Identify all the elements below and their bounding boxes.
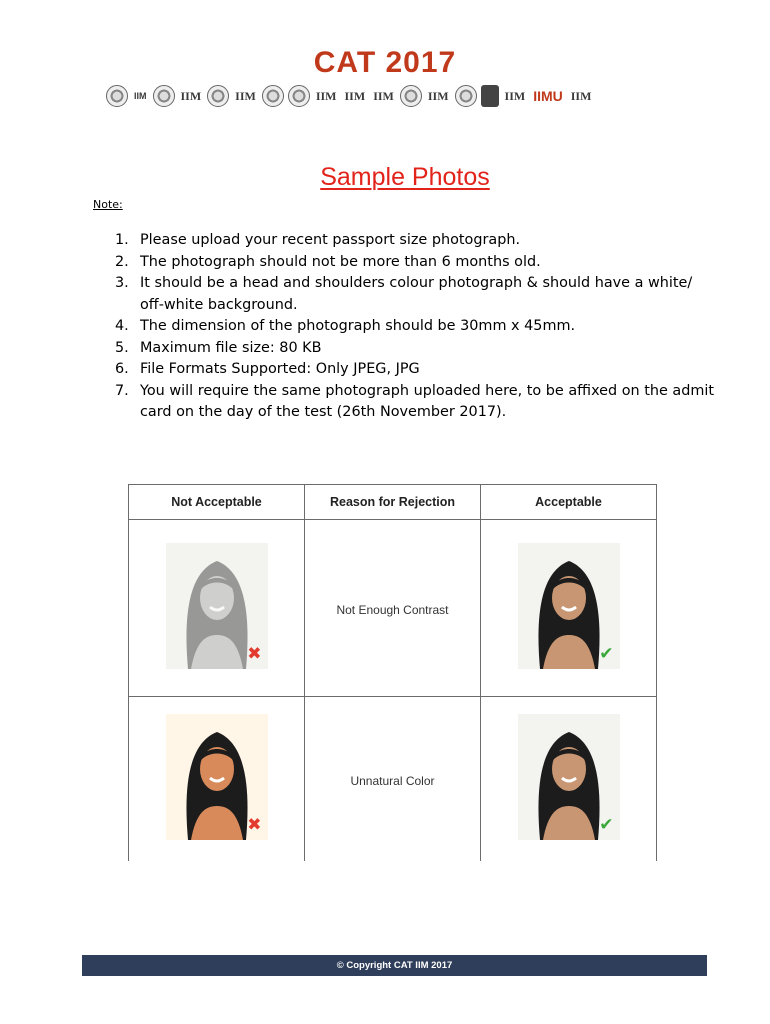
list-item bbox=[115, 252, 715, 274]
low-contrast-sample-photo bbox=[166, 543, 268, 669]
accept-check-icon: ✔ bbox=[599, 815, 614, 835]
iim-bangalore-icon: IIM bbox=[180, 88, 202, 103]
list-number: 1. bbox=[115, 232, 129, 248]
iim-shillong-icon: IIM bbox=[427, 88, 449, 103]
rejection-reason: Unnatural Color bbox=[350, 773, 435, 788]
list-number: 3. bbox=[115, 275, 129, 291]
reason-cell bbox=[305, 520, 481, 697]
note-label: Note: bbox=[93, 198, 123, 211]
acceptable-sample-photo bbox=[518, 543, 620, 669]
iim-rohtak-icon bbox=[400, 85, 422, 107]
iim-emblem-icon bbox=[106, 85, 128, 107]
rejection-reason: Not Enough Contrast bbox=[336, 602, 449, 617]
copyright-footer: © Copyright CAT IIM 2017 bbox=[82, 955, 707, 976]
iim-tiruchirappalli-icon bbox=[455, 85, 477, 107]
iim-visakhapatnam-icon: IIMU bbox=[533, 88, 563, 104]
header-acceptable: Acceptable bbox=[481, 485, 657, 520]
list-item-text: It should be a head and shoulders colour photograph & should have a white/ off-white background. bbox=[140, 275, 693, 313]
iim-indore-icon bbox=[288, 85, 310, 107]
iim-sirmaur-icon: IIM bbox=[504, 88, 526, 103]
list-number: 6. bbox=[115, 361, 129, 377]
sample-photos-table bbox=[128, 484, 657, 861]
iim-logos-strip bbox=[106, 82, 666, 110]
acceptable-sample-photo bbox=[518, 714, 620, 840]
not-acceptable-cell bbox=[129, 697, 305, 862]
reject-cross-icon: ✖ bbox=[247, 644, 262, 664]
header-not-acceptable: Not Acceptable bbox=[129, 485, 305, 520]
iim-lucknow-icon: IIM bbox=[134, 91, 147, 101]
list-item bbox=[115, 359, 715, 381]
iim-nagpur-icon: IIM bbox=[315, 88, 337, 103]
iim-calcutta-icon bbox=[207, 85, 229, 107]
list-number: 7. bbox=[115, 382, 129, 399]
iim-raipur-icon: IIM bbox=[344, 88, 366, 103]
iim-jammu-icon: IIM bbox=[235, 88, 256, 103]
list-item-text: You will require the same photograph uploaded here, to be affixed on the admit card on the day of the test (26th November 2017). bbox=[140, 382, 715, 420]
table-row bbox=[129, 697, 657, 862]
list-item bbox=[115, 316, 715, 338]
iim-udaipur-icon bbox=[481, 85, 499, 107]
accept-check-icon: ✔ bbox=[599, 644, 614, 664]
list-item bbox=[115, 230, 715, 252]
reason-cell bbox=[305, 697, 481, 862]
list-number: 5. bbox=[115, 339, 129, 356]
instructions-list bbox=[115, 230, 715, 424]
acceptable-cell bbox=[481, 520, 657, 697]
list-item-text: Maximum file size: 80 KB bbox=[140, 339, 322, 356]
list-item bbox=[115, 338, 715, 360]
list-number: 4. bbox=[115, 318, 129, 334]
list-number: 2. bbox=[115, 253, 129, 270]
list-item-text: The photograph should not be more than 6 months old. bbox=[140, 253, 541, 270]
list-item-text: The dimension of the photograph should be 30mm x 45mm. bbox=[140, 318, 576, 334]
iim-ranchi-icon: IIM bbox=[373, 88, 394, 103]
header-reason: Reason for Rejection bbox=[305, 485, 481, 520]
table-header-row bbox=[129, 485, 657, 520]
list-item-text: File Formats Supported: Only JPEG, JPG bbox=[140, 361, 420, 377]
not-acceptable-cell bbox=[129, 520, 305, 697]
iim-kozhikode-icon bbox=[262, 85, 284, 107]
list-item bbox=[115, 381, 715, 424]
list-item-text: Please upload your recent passport size photograph. bbox=[140, 232, 521, 248]
iim-ahmedabad-icon bbox=[153, 85, 175, 107]
unnatural-color-sample-photo bbox=[166, 714, 268, 840]
reject-cross-icon: ✖ bbox=[247, 815, 262, 835]
list-item bbox=[115, 273, 715, 316]
table-row bbox=[129, 520, 657, 697]
acceptable-cell bbox=[481, 697, 657, 862]
cat-2017-logo-title: CAT 2017 bbox=[313, 46, 457, 79]
page-title: Sample Photos bbox=[320, 163, 490, 191]
iim-amritsar-icon: IIM bbox=[570, 88, 592, 103]
